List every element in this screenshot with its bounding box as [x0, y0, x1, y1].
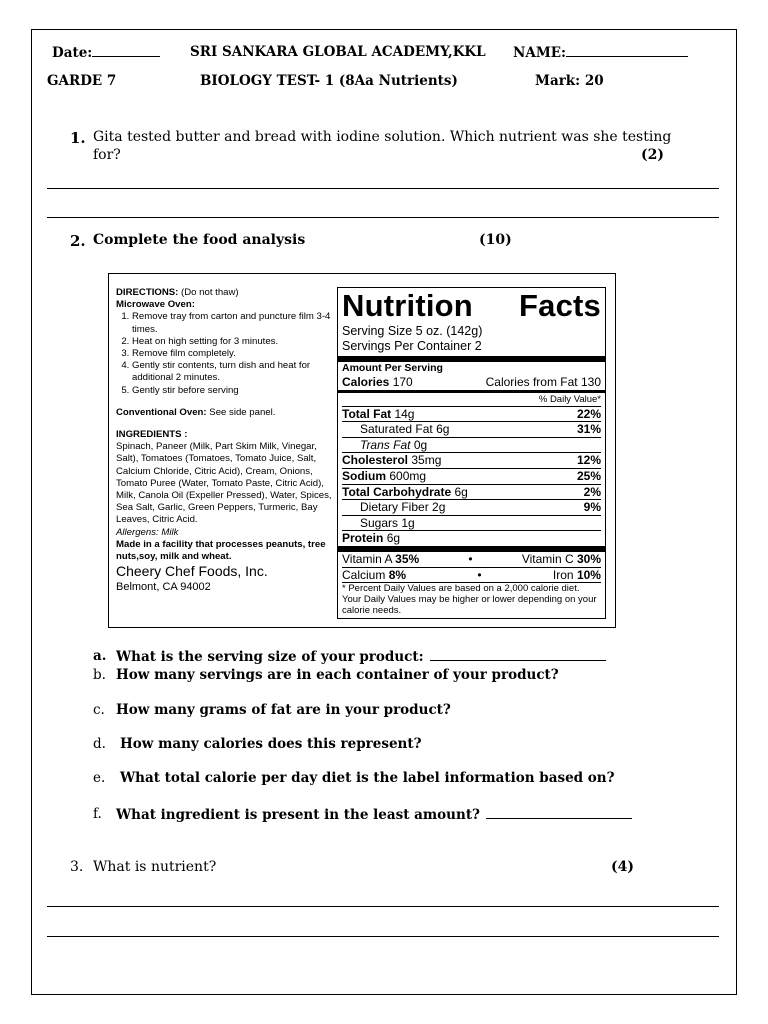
q1-marks: (2) [641, 147, 664, 163]
q2-text: Complete the food analysis [93, 232, 306, 248]
company-name: Cheery Chef Foods, Inc. [116, 563, 268, 580]
q3-marks: (4) [611, 859, 634, 875]
microwave-title: Microwave Oven: [116, 299, 195, 311]
subquestion-text: What ingredient is present in the least amount? [116, 806, 632, 823]
nutrient-row: Total Fat 14g 22% [342, 406, 601, 421]
nf-footnote: * Percent Daily Values are based on a 2,000 calorie diet. Your Daily Values may be higher or lower depending on your calorie needs. [342, 583, 597, 617]
date-blank [92, 44, 160, 57]
directions-note: (Do not thaw) [181, 287, 239, 298]
directions-panel [116, 287, 332, 594]
mark-total: Mark: 20 [535, 73, 604, 89]
vitamin-row-2: Calcium 8% • Iron 10% [342, 567, 601, 582]
name-blank [566, 44, 688, 57]
ingredients-text: Spinach, Paneer (Milk, Part Skim Milk, Vinegar, Salt), Tomatoes (Tomatoes, Tomato Juice, Salt, Calcium Chloride, Citric Acid), Cream, Onions, Tomato Puree (Water, Tomato Paste, Citric Acid), Milk, Canola Oil (Expeller Pressed), Water, Spices, Sea Salt, Garlic, Green Peppers, Turmeric, Bay Leaves, Citric Acid. [116, 441, 332, 526]
step-2: 2. Heat on high setting for 3 minutes. [132, 336, 332, 348]
subquestion-text: What total calorie per day diet is the label information based on? [120, 770, 615, 786]
nf-title-word1: Nutrition [342, 288, 473, 323]
directions-title: DIRECTIONS: [116, 287, 179, 298]
amount-per-serving: Amount Per Serving [342, 362, 443, 374]
school-name: SRI SANKARA GLOBAL ACADEMY,KKL [190, 44, 486, 60]
date-field [52, 44, 160, 61]
nutrient-row: Protein 6g [342, 531, 401, 546]
answer-blank [430, 648, 606, 661]
subquestion-text: How many grams of fat are in your product? [116, 702, 451, 718]
q1-text-line1: Gita tested butter and bread with iodine solution. Which nutrient was she testing [93, 129, 672, 145]
step-5: 5. Gently stir before serving [132, 385, 332, 397]
q2-marks: (10) [479, 232, 512, 248]
conventional-text: See side panel. [209, 406, 276, 418]
microwave-steps [116, 311, 332, 396]
name-field [513, 44, 688, 61]
facility-note: Made in a facility that processes peanuts, tree nuts,soy, milk and wheat. [116, 538, 326, 563]
subquestion-letter: b. [93, 667, 106, 683]
nutrient-row: Cholesterol 35mg 12% [342, 453, 601, 468]
nutrient-row: Dietary Fiber 2g 9% [360, 500, 601, 515]
subquestion-letter: c. [93, 702, 105, 718]
serving-size: Serving Size 5 oz. (142g) [342, 324, 483, 338]
q1-answer-line-2 [47, 217, 719, 218]
subquestion-letter: f. [93, 806, 102, 822]
date-label: Date: [52, 45, 93, 61]
calories-row: Calories 170 Calories from Fat 130 [342, 375, 601, 389]
nutrient-row: Sodium 600mg 25% [342, 468, 601, 483]
step-4: 4. Gently stir contents, turn dish and heat for additional 2 minutes. [132, 360, 332, 384]
step-3: 3. Remove film completely. [132, 348, 332, 360]
test-title: BIOLOGY TEST- 1 (8Aa Nutrients) [200, 73, 458, 89]
company-address: Belmont, CA 94002 [116, 581, 211, 594]
step-1: 1. Remove tray from carton and puncture film 3-4 times. [132, 311, 332, 335]
nutrient-row: Saturated Fat 6g 31% [360, 422, 601, 437]
q1-text-line2: for? [93, 147, 121, 163]
subquestion-text: What is the serving size of your product: [116, 648, 606, 665]
nutrient-rows [342, 406, 601, 546]
allergens: Allergens: Milk [116, 526, 179, 538]
nf-title-word2: Facts [519, 288, 601, 323]
nutrient-row: Sugars 1g [360, 515, 415, 530]
q3-text: What is nutrient? [93, 859, 217, 875]
q3-answer-line-1 [47, 906, 719, 907]
subquestion-letter: d. [93, 736, 106, 752]
conventional-title: Conventional Oven: [116, 406, 207, 418]
subquestion-letter: a. [93, 648, 107, 664]
subquestion-text: How many servings are in each container of your product? [116, 667, 559, 683]
name-label: NAME: [513, 45, 567, 61]
q1-answer-line-1 [47, 188, 719, 189]
subquestion-text: How many calories does this represent? [120, 736, 422, 752]
q2-number: 2. [70, 232, 86, 250]
nutrient-row: Total Carbohydrate 6g 2% [342, 484, 601, 499]
q3-answer-line-2 [47, 936, 719, 937]
vitamin-row-1: Vitamin A 35% • Vitamin C 30% [342, 551, 601, 566]
nutrition-facts-panel [337, 287, 606, 619]
nutrient-row: Trans Fat 0g [360, 437, 428, 452]
q3-number: 3. [70, 859, 84, 875]
nutrition-facts-title [342, 288, 601, 324]
grade: GARDE 7 [47, 73, 117, 89]
q1-number: 1. [70, 129, 86, 147]
servings-per-container: Servings Per Container 2 [342, 339, 482, 353]
daily-value-header: % Daily Value* [538, 393, 601, 405]
answer-blank [486, 806, 632, 819]
subquestion-letter: e. [93, 770, 106, 786]
ingredients-title: INGREDIENTS : [116, 429, 188, 441]
